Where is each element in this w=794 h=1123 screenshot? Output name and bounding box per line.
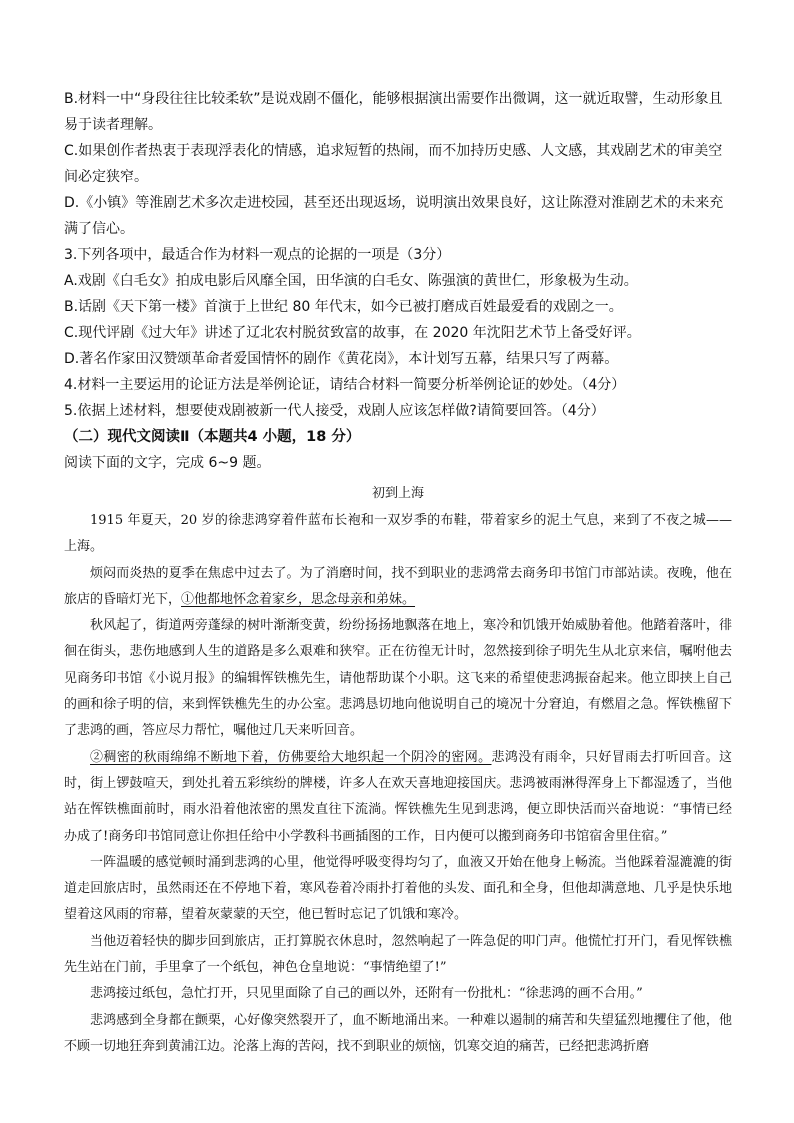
question-4: 4.材料一主要运用的论证方法是举例论证，请结合材料一简要分析举例论证的妙处。（4分） (64, 377, 626, 393)
story-title: 初到上海 (371, 486, 424, 501)
story-paragraph-6: 当他迈着轻快的脚步回到旅店，正打算脱衣休息时，忽然响起了一阵急促的叩门声。他慌忙打开门，看见恽铁樵先生站在门前，手里拿了一个纸包，神色仓皇地说：“事情绝望了!” (64, 933, 732, 976)
page-content (64, 86, 732, 1060)
question-3-option-c: C.现代评剧《过大年》讲述了辽北农村脱贫致富的故事，在 2020 年沈阳艺术节上备受好评。 (64, 325, 641, 341)
story-paragraph-5: 一阵温暖的感觉顿时涌到悲鸿的心里，他觉得呼吸变得均匀了，血液又开始在他身上畅流。当他踩着湿漉漉的街道走回旅店时，虽然雨还在不停地下着，寒风卷着冷雨扑打着他的头发、面孔和全身，但他却满意地、几乎是快乐地望着这风雨的帘幕，望着灰蒙蒙的天空，他已暂时忘记了饥饿和寒冷。 (64, 854, 732, 923)
section-instruction: 阅读下面的文字，完成 6~9 题。 (64, 455, 271, 471)
option-d: D.《小镇》等淮剧艺术多次走进校园，甚至还出现返场，说明演出效果良好，这让陈澄对淮剧艺术的未来充满了信心。 (64, 195, 724, 237)
story-paragraph-2 (64, 561, 732, 614)
section-heading: （二）现代文阅读Ⅱ（本题共4 小题，18 分） (64, 429, 361, 445)
story-paragraph-1: 1915 年夏天，20 岁的徐悲鸿穿着件蓝布长袍和一双岁季的布鞋，带着家乡的泥土气息，来到了不夜之城——上海。 (64, 513, 732, 555)
story-paragraph-4 (64, 745, 732, 850)
underlined-sentence-1: ①他都地怀念着家乡，思念母亲和弟妹。 (181, 591, 416, 607)
question-3-option-b: B.话剧《天下第一楼》首演于上世纪 80 年代末，如今已被打磨成百姓最爱看的戏剧之一。 (64, 299, 623, 315)
question-3-option-a: A.戏剧《白毛女》拍成电影后风靡全国，田华演的白毛女、陈强演的黄世仁，形象极为生动。 (64, 273, 638, 289)
story-paragraph-2-text: 烦闷而炎热的夏季在焦虑中过去了。为了消磨时间，找不到职业的悲鸿常去商务印书馆门市部站读。夜晚，他在旅店的昏暗灯光下， (64, 565, 732, 607)
option-b: B.材料一中“身段往往比较柔软”是说戏剧不僵化，能够根据演出需要作出微调，这一就近取譬，生动形象且易于读者理解。 (64, 91, 723, 133)
story-paragraph-4-text: 悲鸿没有雨伞，只好冒雨去打听回音。这时，街上锣鼓喧天，到处扎着五彩缤纷的牌楼，许多人在欢天喜地迎接国庆。悲鸿被雨淋得浑身上下都湿透了，当他站在恽铁樵面前时，雨水沿着他浓密的黑发直往下流淌。恽铁樵先生见到悲鸿，便立即快活而兴奋地说：“事情已经办成了!商务印书馆同意让你担任给中小学教科书画插图的工作，日内便可以搬到商务印书馆宿舍里住宿。” (64, 749, 732, 844)
question-5: 5.依据上述材料，想要使戏剧被新一代人接受，戏剧人应该怎样做?请简要回答。（4分） (64, 403, 605, 419)
story-paragraph-3: 秋风起了，街道两旁蓬绿的树叶渐渐变黄，纷纷扬扬地飘落在地上，寒冷和饥饿开始威胁着他。他踏着落叶，徘徊在街头，悲伤地感到人生的道路是多么艰难和狭窄。正在彷徨无计时，忽然接到徐子明先生从北京来信，嘱咐他去见商务印书馆《小说月报》的编辑恽铁樵先生，请他帮助谋个小职。这飞来的希望使悲鸿振奋起来。他立即挟上自己的画和徐子明的信，来到恽铁樵先生的办公室。悲鸿恳切地向他说明自己的境况十分窘迫，有燃眉之急。恽铁樵留下了悲鸿的画，答应尽力帮忙，嘱他过几天来听回音。 (64, 618, 732, 739)
question-3-option-d: D.著名作家田汉赞颂革命者爱国情怀的剧作《黄花岗》，本计划写五幕，结果只写了两幕。 (64, 351, 619, 367)
question-3: 3.下列各项中，最适合作为材料一观点的论据的一项是（3分） (64, 247, 451, 263)
story-paragraph-8: 悲鸿感到全身都在颤栗，心好像突然裂开了，血不断地涌出来。一种难以遏制的痛苦和失望猛烈地攫住了他，他不顾一切地狂奔到黄浦江边。沦落上海的苦闷，找不到职业的烦恼，饥寒交迫的痛苦，已经把悲鸿折磨 (64, 1012, 732, 1054)
story-paragraph-7: 悲鸿接过纸包，急忙打开，只见里面除了自己的画以外，还附有一份批札：“徐悲鸿的画不合用。” (90, 986, 643, 1002)
underlined-sentence-2: ②稠密的秋雨绵绵不断地下着，仿佛要给大地织起一个阴冷的密网。 (90, 749, 492, 765)
option-c: C.如果创作者热衷于表现浮表化的情感，追求短暂的热闹，而不加持历史感、人文感，其戏剧艺术的审美空间必定狭窄。 (64, 143, 723, 185)
